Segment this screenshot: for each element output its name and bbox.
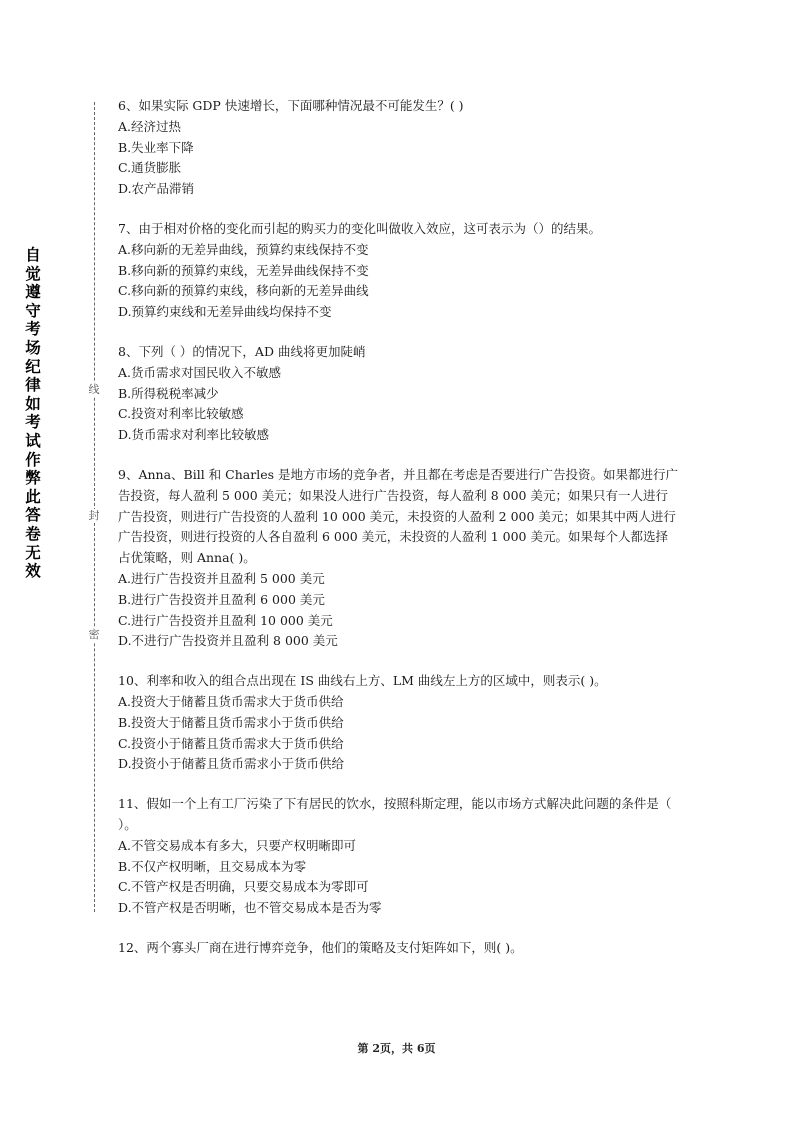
option-c: C.不管产权是否明确，只要交易成本为零即可 [118, 879, 369, 895]
question-9 [118, 465, 678, 652]
question-11 [118, 794, 678, 919]
option-c: C.投资小于储蓄且货币需求大于货币供给 [118, 735, 344, 751]
question-stem: 7、由于相对价格的变化而引起的购买力的变化叫做收入效应，这可表示为（）的结果。 [118, 220, 601, 236]
binding-label-feng: 封 [86, 509, 102, 523]
question-8 [118, 342, 678, 446]
option-c: C.投资对利率比较敏感 [118, 406, 244, 422]
option-b: B.移向新的预算约束线，无差异曲线保持不变 [118, 262, 369, 278]
option-b: B.失业率下降 [118, 139, 194, 155]
question-12 [118, 938, 678, 959]
option-a: A.投资大于储蓄且货币需求大于货币供给 [118, 693, 344, 709]
binding-label-mi: 密 [86, 628, 102, 642]
option-c: C.通货膨胀 [118, 160, 182, 176]
option-d: D.投资小于储蓄且货币需求小于货币供给 [118, 756, 345, 772]
question-stem: 10、利率和收入的组合点出现在 IS 曲线右上方、LM 曲线左上方的区域中，则表示( )。 [118, 673, 607, 689]
question-stem: 12、两个寡头厂商在进行博弈竞争，他们的策略及支付矩阵如下，则( )。 [118, 939, 523, 955]
binding-label-xian: 线 [86, 383, 102, 397]
page-number-footer: 第 2页，共 6页 [357, 1042, 436, 1055]
option-d: D.货币需求对利率比较敏感 [118, 427, 270, 443]
option-a: A.经济过热 [118, 118, 182, 134]
question-stem: 6、如果实际 GDP 快速增长，下面哪种情况最不可能发生？( ) [118, 98, 464, 113]
binding-dashed-line [94, 102, 95, 912]
question-list [118, 96, 678, 978]
option-d: D.不管产权是否明晰，也不管交易成本是否为零 [118, 900, 382, 916]
option-a: A.货币需求对国民收入不敏感 [118, 364, 282, 380]
option-a: A.进行广告投资并且盈利 5 000 美元 [118, 570, 325, 586]
option-b: B.进行广告投资并且盈利 6 000 美元 [118, 591, 325, 607]
option-d: D.农产品滞销 [118, 181, 195, 197]
option-d: D.预算约束线和无差异曲线均保持不变 [118, 304, 332, 320]
option-a: A.移向新的无差异曲线，预算约束线保持不变 [118, 241, 369, 257]
question-stem: 11、假如一个上有工厂污染了下有居民的饮水，按照科斯定理，能以市场方式解决此问题的条件是（ ）。 [118, 796, 672, 832]
question-6 [118, 96, 678, 200]
exam-discipline-warning: 自觉遵守考场纪律如考试作弊此答卷无效 [25, 246, 41, 581]
option-c: C.进行广告投资并且盈利 10 000 美元 [118, 612, 333, 628]
option-c: C.移向新的预算约束线，移向新的无差异曲线 [118, 283, 369, 299]
question-10 [118, 671, 678, 775]
option-b: B.不仅产权明晰，且交易成本为零 [118, 858, 307, 874]
option-d: D.不进行广告投资并且盈利 8 000 美元 [118, 633, 338, 649]
option-b: B.所得税税率减少 [118, 385, 219, 401]
question-stem: 8、下列（ ）的情况下，AD 曲线将更加陡峭 [118, 343, 366, 359]
question-stem: 9、Anna、Bill 和 Charles 是地方市场的竞争者，并且都在考虑是否要进行广告投资。如果都进行广告投资，每人盈利 5 000 美元；如果没人进行广告投资，每人盈利 8 000 美元；如果只有一人进行广告投资，则进行广告投资的人盈利 10 000 美元，未投资的人盈利 2 000 美元；如果其中两人进行广告投资，则进行投资的人各自盈利 6 000 美元，未投资的人盈利 1 000 美元。如果每个人都选择占优策略，则 Anna( )。 [118, 466, 678, 566]
option-b: B.投资大于储蓄且货币需求小于货币供给 [118, 714, 344, 730]
question-7 [118, 219, 678, 323]
option-a: A.不管交易成本有多大，只要产权明晰即可 [118, 837, 357, 853]
